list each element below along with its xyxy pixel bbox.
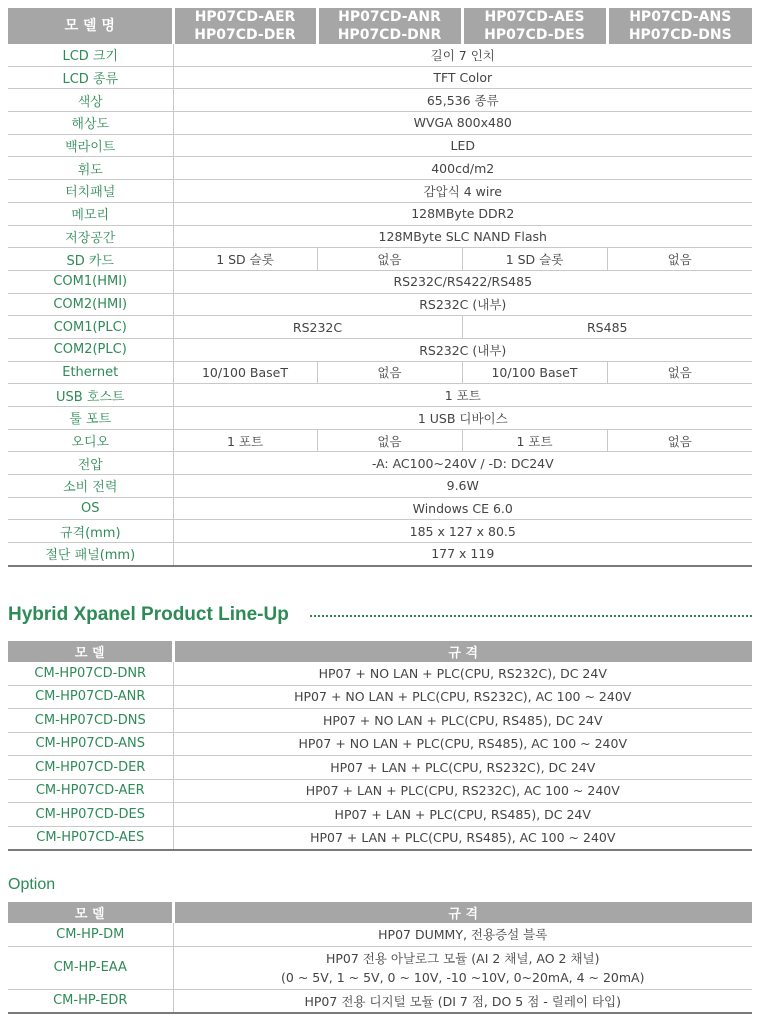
spec-row-usb-host: USB 호스트 1 포트 [8,384,752,407]
spec-row-com1-hmi: COM1(HMI) RS232C/RS422/RS485 [8,270,752,293]
table-row: CM-HP-DM HP07 DUMMY, 전용증설 블록 [8,923,752,946]
table-row: CM-HP07CD-AER HP07 + LAN + PLC(CPU, RS232C), AC 100 ~ 240V [8,779,752,803]
table-row: CM-HP-EAA HP07 전용 아날로그 모듈 (AI 2 채널, AO 2 채널) (0 ~ 5V, 1 ~ 5V, 0 ~ 10V, -10 ~10V, 0~20mA, 4 ~ 20mA) [8,946,752,989]
table-row: CM-HP07CD-DNR HP07 + NO LAN + PLC(CPU, RS232C), DC 24V [8,662,752,685]
spec-header-label: 모 델 명 [8,8,173,44]
lineup-header-model: 모 델 [8,641,173,662]
lineup-section-title: Hybrid Xpanel Product Line-Up [8,604,289,625]
table-row: CM-HP07CD-ANS HP07 + NO LAN + PLC(CPU, RS485), AC 100 ~ 240V [8,732,752,756]
option-table [8,902,752,1014]
spec-row-touch-panel: 터치패널 감압식 4 wire [8,180,752,203]
table-row: CM-HP07CD-AES HP07 + LAN + PLC(CPU, RS485), AC 100 ~ 240V [8,826,752,850]
spec-row-com2-plc: COM2(PLC) RS232C (내부) [8,338,752,361]
spec-header-model-1: HP07CD-AER HP07CD-DER [173,8,317,44]
lineup-title-divider [310,615,752,617]
spec-row-resolution: 해상도 WVGA 800x480 [8,112,752,135]
spec-row-com1-plc: COM1(PLC) RS232C RS485 [8,316,752,339]
spec-row-power: 소비 전력 9.6W [8,475,752,498]
spec-row-panel-cutout: 절단 패널(mm) 177 x 119 [8,543,752,566]
spec-row-colors: 색상 65,536 종류 [8,89,752,112]
spec-row-ethernet: Ethernet 10/100 BaseT 없음 10/100 BaseT 없음 [8,361,752,384]
spec-header-model-2: HP07CD-ANR HP07CD-DNR [317,8,462,44]
spec-table [8,8,752,567]
option-header-model: 모 델 [8,902,173,923]
spec-row-brightness: 휘도 400cd/m2 [8,157,752,180]
spec-row-tool-port: 툴 포트 1 USB 디바이스 [8,407,752,430]
lineup-table [8,641,752,851]
option-spec-line: HP07 전용 아날로그 모듈 (AI 2 채널, AO 2 채널) [325,950,600,966]
spec-row-lcd-type: LCD 종류 TFT Color [8,66,752,89]
option-spec-line: (0 ~ 5V, 1 ~ 5V, 0 ~ 10V, -10 ~10V, 0~20mA, 4 ~ 20mA) [281,969,645,985]
spec-row-lcd-size: LCD 크기 길이 7 인치 [8,44,752,66]
spec-row-voltage: 전압 -A: AC100~240V / -D: DC24V [8,452,752,475]
lineup-header-row [8,641,752,662]
spec-row-os: OS Windows CE 6.0 [8,497,752,520]
spec-row-audio: 오디오 1 포트 없음 1 포트 없음 [8,429,752,452]
spec-row-storage: 저장공간 128MByte SLC NAND Flash [8,225,752,248]
option-header-row [8,902,752,923]
option-section-title: Option [8,876,56,893]
spec-row-com2-hmi: COM2(HMI) RS232C (내부) [8,293,752,316]
table-row: CM-HP07CD-DER HP07 + LAN + PLC(CPU, RS232C), DC 24V [8,756,752,780]
spec-header-row [8,8,752,44]
spec-row-backlight: 백라이트 LED [8,134,752,157]
lineup-header-spec: 규 격 [173,641,752,662]
option-header-spec: 규 격 [173,902,752,923]
table-row: CM-HP-EDR HP07 전용 디지털 모듈 (DI 7 점, DO 5 점 - 릴레이 타입) [8,989,752,1013]
spec-row-memory: 메모리 128MByte DDR2 [8,202,752,225]
spec-header-model-4: HP07CD-ANS HP07CD-DNS [607,8,752,44]
table-row: CM-HP07CD-ANR HP07 + NO LAN + PLC(CPU, RS232C), AC 100 ~ 240V [8,685,752,709]
table-row: CM-HP07CD-DES HP07 + LAN + PLC(CPU, RS485), DC 24V [8,803,752,827]
spec-row-dimensions: 규격(mm) 185 x 127 x 80.5 [8,520,752,543]
spec-row-sd-card: SD 카드 1 SD 슬롯 없음 1 SD 슬롯 없음 [8,248,752,271]
table-row: CM-HP07CD-DNS HP07 + NO LAN + PLC(CPU, RS485), DC 24V [8,709,752,733]
spec-header-model-3: HP07CD-AES HP07CD-DES [462,8,607,44]
